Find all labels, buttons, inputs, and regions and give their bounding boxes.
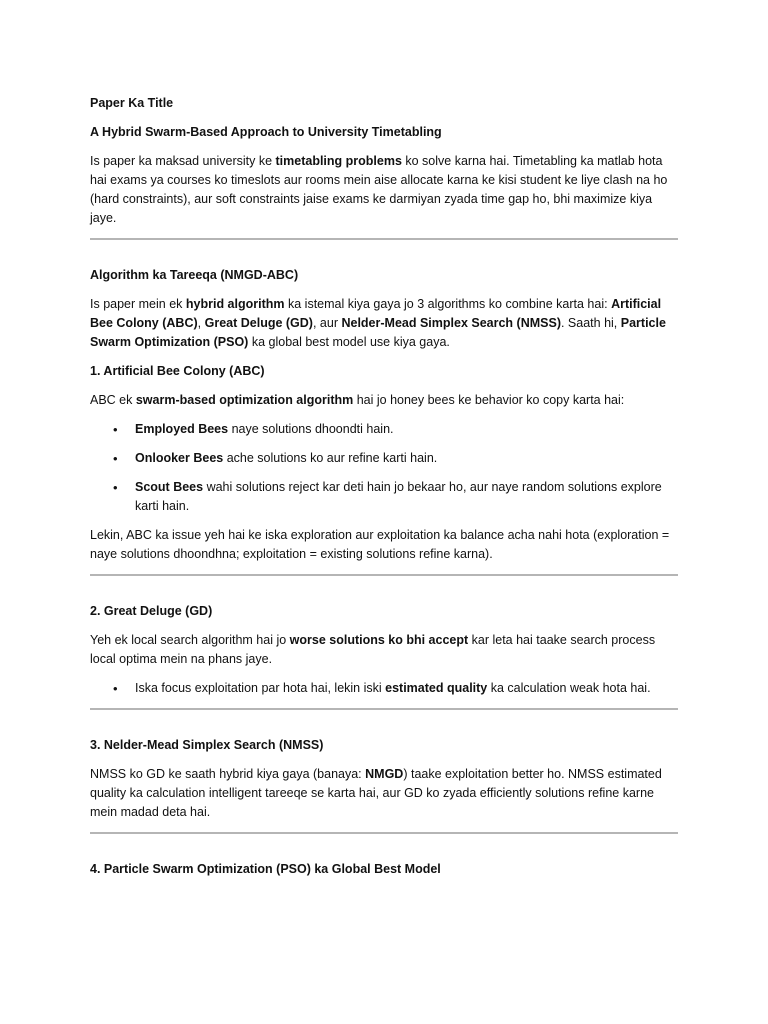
method-text-g: , aur — [312, 316, 342, 330]
bee-desc: wahi solutions reject kar deti hain jo bekaar ho, aur naye random solutions explore karti hain. — [135, 480, 662, 513]
abc-heading: 1. Artificial Bee Colony (ABC) — [90, 364, 265, 378]
method-heading: Algorithm ka Tareeqa (NMGD-ABC) — [90, 268, 299, 282]
method-text-i: . Saath hi, — [560, 316, 621, 330]
method-bold-gd: Great Deluge (GD) — [204, 316, 313, 330]
nmss-paragraph — [90, 765, 678, 822]
gd-bullet-bold: estimated quality — [385, 681, 488, 695]
gd-bold-worse: worse solutions ko bhi accept — [289, 633, 469, 647]
method-bold-nmss: Nelder-Mead Simplex Search (NMSS) — [341, 316, 561, 330]
method-bold-pso: Particle Swarm Optimization (PSO) — [90, 316, 666, 349]
intro-bold-timetabling: timetabling problems — [275, 154, 402, 168]
method-bold-hybrid: hybrid algorithm — [185, 297, 285, 311]
section-divider — [90, 574, 678, 576]
abc-text-c: hai jo honey bees ke behavior ko copy karta hai: — [353, 393, 625, 407]
bee-name: Employed Bees — [135, 422, 229, 436]
nmss-text-c: ) taake exploitation better ho. NMSS estimated quality ka calculation intelligent tareeqe se karta hai, aur GD ko zyada efficiently solutions refine karne mein madad deta hai. — [90, 767, 662, 819]
bee-desc: naye solutions dhoondti hain. — [228, 422, 394, 436]
gd-text-c: kar leta hai taake search process local optima mein na phans jaye. — [90, 633, 656, 666]
list-item — [135, 449, 678, 468]
method-text-k: ka global best model use kiya gaya. — [248, 335, 450, 349]
intro-text-2: ko solve karna hai. Timetabling ka matlab hota hai exams ya courses ko timeslots aur rooms mein aise allocate karna ke kisi student ke liye clash na ho (hard constraints), aur soft constraints jaise exams ke darmiyan zyada time gap ho, bhi maximize kiya jaye. — [90, 154, 668, 225]
bee-name: Onlooker Bees — [135, 451, 224, 465]
bee-desc: ache solutions ko aur refine karti hain. — [223, 451, 438, 465]
bee-list — [90, 420, 678, 516]
abc-text-a: ABC ek — [90, 393, 136, 407]
pso-heading: 4. Particle Swarm Optimization (PSO) ka Global Best Model — [90, 862, 441, 876]
gd-heading: 2. Great Deluge (GD) — [90, 604, 213, 618]
list-item — [135, 478, 678, 516]
abc-issue-paragraph: Lekin, ABC ka issue yeh hai ke iska exploration aur exploitation ka balance acha nahi hota (exploration = naye solutions dhoondhna; exploitation = existing solutions refine karna). — [90, 528, 670, 561]
gd-list — [90, 679, 678, 698]
gd-bullet-text-a: Iska focus exploitation par hota hai, lekin iski — [135, 681, 386, 695]
method-text-c: ka istemal kiya gaya jo 3 algorithms ko combine karta hai: — [284, 297, 612, 311]
intro-paragraph — [90, 152, 678, 228]
nmss-bold-nmgd: NMGD — [365, 767, 404, 781]
list-item — [135, 420, 678, 439]
method-paragraph — [90, 295, 678, 352]
intro-text-1: Is paper ka maksad university ke — [90, 154, 276, 168]
paper-title: A Hybrid Swarm-Based Approach to University Timetabling — [90, 125, 442, 139]
list-item — [135, 679, 678, 698]
gd-text-a: Yeh ek local search algorithm hai jo — [90, 633, 290, 647]
bee-name: Scout Bees — [135, 480, 204, 494]
method-text-e: , — [197, 316, 205, 330]
nmss-heading: 3. Nelder-Mead Simplex Search (NMSS) — [90, 738, 324, 752]
section-divider — [90, 832, 678, 834]
section-divider — [90, 238, 678, 240]
nmss-text-a: NMSS ko GD ke saath hybrid kiya gaya (banaya: — [90, 767, 366, 781]
paper-title-label: Paper Ka Title — [90, 96, 174, 110]
gd-bullet-text-c: ka calculation weak hota hai. — [487, 681, 651, 695]
gd-paragraph — [90, 631, 678, 669]
abc-bold-swarm: swarm-based optimization algorithm — [135, 393, 354, 407]
method-bold-abc: Artificial Bee Colony (ABC) — [90, 297, 662, 330]
section-divider — [90, 708, 678, 710]
abc-paragraph — [90, 391, 678, 410]
method-text-a: Is paper mein ek — [90, 297, 186, 311]
